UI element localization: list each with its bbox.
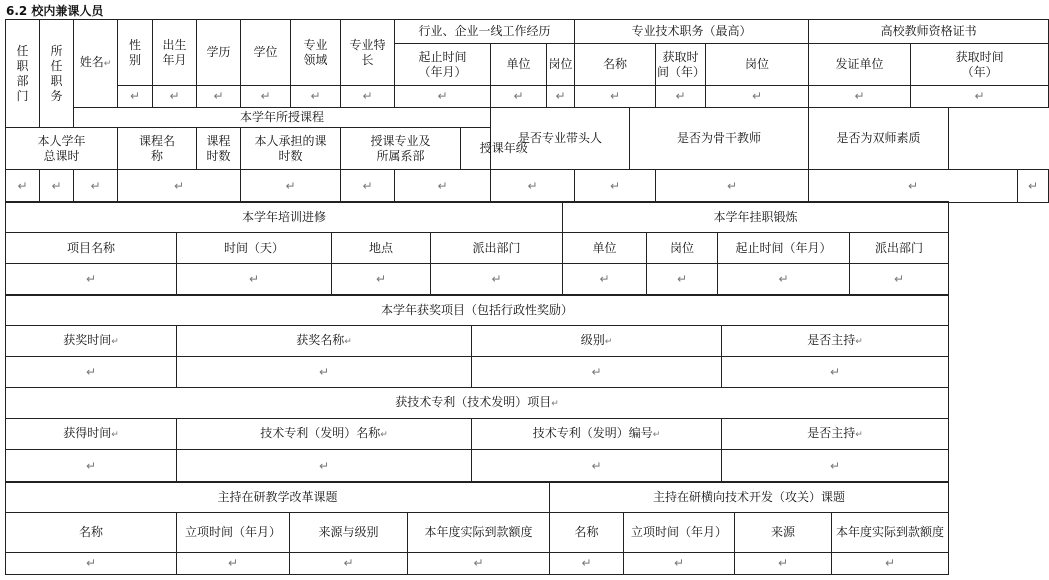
empty-cell[interactable]: ↵ bbox=[1018, 170, 1049, 203]
empty-cell[interactable]: ↵ bbox=[177, 264, 332, 296]
empty-cell[interactable]: ↵ bbox=[332, 264, 431, 296]
header-award-time: 获奖时间↵ bbox=[6, 326, 177, 357]
header-total-hours: 本人学年 总课时 bbox=[6, 128, 118, 170]
header-funding-2: 本年度实际到款额度 bbox=[832, 513, 949, 553]
empty-cell[interactable]: ↵ bbox=[850, 264, 949, 296]
empty-cell[interactable]: ↵ bbox=[241, 170, 341, 203]
header-industry-post: 岗位 bbox=[547, 44, 575, 86]
header-name: 姓名↵ bbox=[74, 20, 118, 108]
header-cert-time: 获取时间 （年） bbox=[911, 44, 1049, 86]
empty-cell[interactable]: ↵ bbox=[832, 553, 949, 575]
header-teacher-certificate: 高校教师资格证书 bbox=[809, 20, 1049, 44]
header-patent-time: 获得时间↵ bbox=[6, 419, 177, 450]
header-dept: 任 职 部 门 bbox=[6, 20, 40, 128]
header-course-hours: 课程 时数 bbox=[197, 128, 241, 170]
training-table bbox=[5, 201, 949, 296]
header-position: 所 任 职 务 bbox=[40, 20, 74, 128]
empty-cell[interactable]: ↵ bbox=[647, 264, 718, 296]
header-education: 学历 bbox=[197, 20, 241, 86]
empty-cell[interactable]: ↵ bbox=[722, 450, 949, 483]
empty-cell[interactable]: ↵ bbox=[491, 86, 547, 108]
header-patent-host: 是否主持↵ bbox=[722, 419, 949, 450]
header-major-dept: 授课专业及 所属系部 bbox=[341, 128, 461, 170]
header-skill: 专业特 长 bbox=[341, 20, 395, 86]
empty-cell[interactable]: ↵ bbox=[809, 170, 1018, 203]
header-sending-dept: 派出部门 bbox=[431, 233, 563, 264]
empty-cell[interactable]: ↵ bbox=[563, 264, 647, 296]
header-award-name: 获奖名称↵ bbox=[177, 326, 472, 357]
header-period: 起止时间（年月） bbox=[718, 233, 850, 264]
header-placement: 本学年挂职锻炼 bbox=[563, 202, 949, 233]
header-is-leader: 是否专业带头人 bbox=[491, 108, 630, 170]
header-award-level: 级别↵ bbox=[472, 326, 722, 357]
empty-cell[interactable]: ↵ bbox=[6, 170, 40, 203]
empty-cell[interactable]: ↵ bbox=[547, 86, 575, 108]
header-source: 来源 bbox=[735, 513, 832, 553]
empty-cell[interactable]: ↵ bbox=[241, 86, 291, 108]
header-title-time: 获取时 间（年） bbox=[656, 44, 706, 86]
header-is-dual: 是否为双师素质 bbox=[809, 108, 949, 170]
empty-cell[interactable]: ↵ bbox=[624, 553, 735, 575]
header-course-name: 课程名 称 bbox=[118, 128, 197, 170]
empty-cell[interactable]: ↵ bbox=[118, 86, 153, 108]
empty-cell[interactable]: ↵ bbox=[6, 264, 177, 296]
header-patents: 获技术专利（技术发明）项目↵ bbox=[6, 388, 949, 419]
header-industry-time: 起止时间 （年月） bbox=[395, 44, 491, 86]
header-gender: 性 别 bbox=[118, 20, 153, 86]
empty-cell[interactable]: ↵ bbox=[472, 357, 722, 388]
header-title-name: 名称 bbox=[575, 44, 656, 86]
empty-cell[interactable]: ↵ bbox=[6, 357, 177, 388]
header-birth: 出生 年月 bbox=[153, 20, 197, 86]
header-title-post: 岗位 bbox=[706, 44, 809, 86]
header-courses: 本学年所授课程 bbox=[74, 108, 491, 128]
empty-cell[interactable]: ↵ bbox=[656, 170, 809, 203]
empty-cell[interactable]: ↵ bbox=[722, 357, 949, 388]
empty-cell[interactable]: ↵ bbox=[74, 170, 118, 203]
empty-cell[interactable]: ↵ bbox=[6, 553, 177, 575]
empty-cell[interactable]: ↵ bbox=[177, 553, 290, 575]
empty-cell[interactable]: ↵ bbox=[395, 86, 491, 108]
header-source-level: 来源与级别 bbox=[290, 513, 408, 553]
header-unit: 单位 bbox=[563, 233, 647, 264]
header-field: 专业 领域 bbox=[291, 20, 341, 86]
header-industry-experience: 行业、企业一线工作经历 bbox=[395, 20, 575, 44]
header-training: 本学年培训进修 bbox=[6, 202, 563, 233]
empty-cell[interactable]: ↵ bbox=[290, 553, 408, 575]
empty-cell[interactable]: ↵ bbox=[575, 86, 656, 108]
research-projects-table bbox=[5, 481, 949, 575]
empty-cell[interactable]: ↵ bbox=[656, 86, 706, 108]
empty-cell[interactable]: ↵ bbox=[575, 170, 656, 203]
header-patent-number: 技术专利（发明）编号↵ bbox=[472, 419, 722, 450]
empty-cell[interactable]: ↵ bbox=[408, 553, 550, 575]
header-start-time: 立项时间（年月） bbox=[177, 513, 290, 553]
empty-cell[interactable]: ↵ bbox=[472, 450, 722, 483]
section-title: 6.2 校内兼课人员 bbox=[6, 4, 104, 18]
empty-cell[interactable]: ↵ bbox=[40, 170, 74, 203]
header-own-hours: 本人承担的课 时数 bbox=[241, 128, 341, 170]
header-award-host: 是否主持↵ bbox=[722, 326, 949, 357]
empty-cell[interactable]: ↵ bbox=[341, 86, 395, 108]
header-project-name: 项目名称 bbox=[6, 233, 177, 264]
header-awards: 本学年获奖项目（包括行政性奖励） bbox=[6, 295, 949, 326]
header-degree: 学位 bbox=[241, 20, 291, 86]
empty-cell[interactable]: ↵ bbox=[735, 553, 832, 575]
header-days: 时间（天） bbox=[177, 233, 332, 264]
empty-cell[interactable]: ↵ bbox=[197, 86, 241, 108]
empty-cell[interactable]: ↵ bbox=[809, 86, 911, 108]
header-sending-dept-2: 派出部门 bbox=[850, 233, 949, 264]
empty-cell[interactable]: ↵ bbox=[291, 86, 341, 108]
empty-cell[interactable]: ↵ bbox=[431, 264, 563, 296]
awards-patents-table bbox=[5, 294, 949, 483]
empty-cell[interactable]: ↵ bbox=[118, 170, 241, 203]
header-tech-development: 主持在研横向技术开发（攻关）课题 bbox=[550, 482, 949, 513]
header-is-backbone: 是否为骨干教师 bbox=[630, 108, 809, 170]
header-funding: 本年度实际到款额度 bbox=[408, 513, 550, 553]
mark: ↵ bbox=[103, 59, 112, 69]
empty-cell[interactable]: ↵ bbox=[153, 86, 197, 108]
header-professional-title: 专业技术职务（最高） bbox=[575, 20, 809, 44]
empty-cell[interactable]: ↵ bbox=[177, 450, 472, 483]
header-cert-unit: 发证单位 bbox=[809, 44, 911, 86]
empty-cell[interactable]: ↵ bbox=[6, 450, 177, 483]
header-teaching-reform: 主持在研教学改革课题 bbox=[6, 482, 550, 513]
header-post: 岗位 bbox=[647, 233, 718, 264]
empty-cell[interactable]: ↵ bbox=[706, 86, 809, 108]
header-industry-unit: 单位 bbox=[491, 44, 547, 86]
header-start-time-2: 立项时间（年月） bbox=[624, 513, 735, 553]
empty-cell[interactable]: ↵ bbox=[911, 86, 1049, 108]
header-patent-name: 技术专利（发明）名称↵ bbox=[177, 419, 472, 450]
header-project-name: 名称 bbox=[6, 513, 177, 553]
empty-cell[interactable]: ↵ bbox=[718, 264, 850, 296]
header-location: 地点 bbox=[332, 233, 431, 264]
empty-cell[interactable]: ↵ bbox=[550, 553, 624, 575]
header-project-name-2: 名称 bbox=[550, 513, 624, 553]
personnel-info-table bbox=[5, 19, 1049, 203]
header-grade: 授课年级 bbox=[461, 128, 547, 170]
empty-cell[interactable]: ↵ bbox=[395, 170, 491, 203]
empty-cell[interactable]: ↵ bbox=[341, 170, 395, 203]
empty-cell[interactable]: ↵ bbox=[491, 170, 575, 203]
empty-cell[interactable]: ↵ bbox=[177, 357, 472, 388]
